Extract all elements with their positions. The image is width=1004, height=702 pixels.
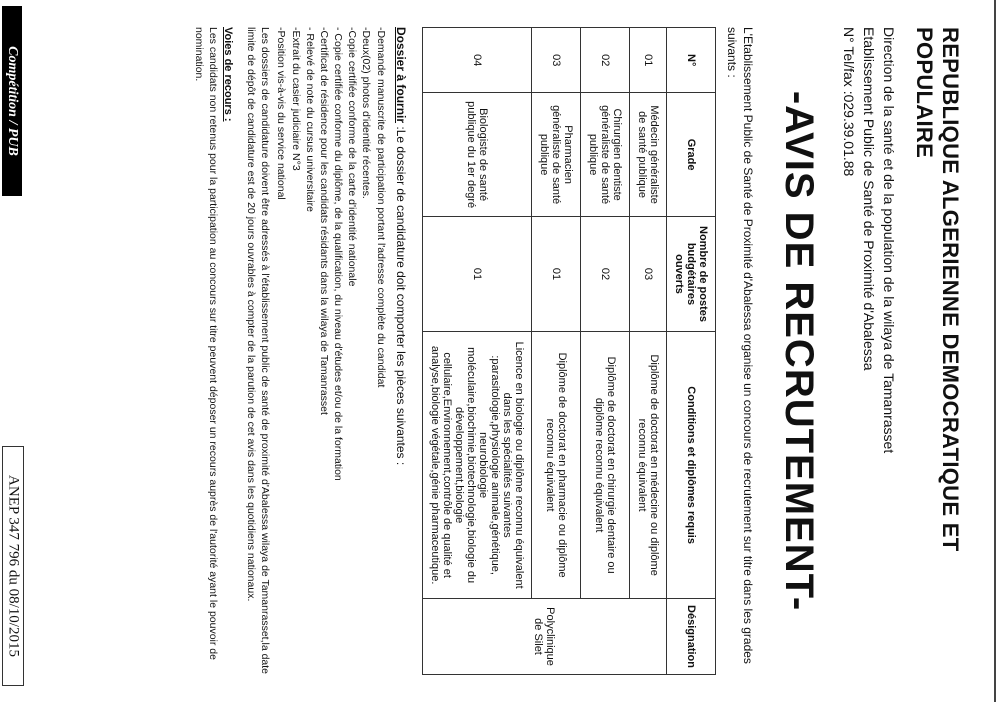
notice-title: -AVIS DE RECRUTEMENT- — [777, 90, 821, 612]
header-conditions: Conditions et diplômes requis — [666, 332, 715, 599]
list-item: -Certificat de résidence pour les candidats résidants dans la wilaya de Tamanrasset — [317, 27, 330, 415]
submission-note: Les dossiers de candidature doivent être adressés à l'établissement public de santé de proximité d'Abalessa wilaya de Tamanrasset,la date limite de dépôt de candidature est de 20 jours ouvrables à compter de la parution de cet avis dans les quotidiens nationaux. — [245, 27, 272, 675]
row-number: 01 — [629, 28, 666, 93]
left-margin-strip — [0, 0, 24, 702]
dossier-heading-text: :Le dossier de candidature doit comporter les pièces suivantes : — [393, 123, 408, 466]
required-documents-list — [274, 27, 387, 675]
row-designation: Polyclinique de Silet — [422, 599, 666, 675]
row-conditions: Diplôme de doctorat en pharmacie ou diplôme reconnu équivalent — [531, 332, 580, 599]
table-row — [422, 28, 531, 675]
list-item: -Deux(02) photos d'identité récentes. — [360, 27, 373, 199]
row-number: 03 — [531, 28, 580, 93]
right-margin — [994, 0, 1004, 702]
appeal-text: Les candidats non retenus pour la participation au concours sur titre peuvent déposer un recours auprès de l'autorité ayant le pouvoir de nomination. — [192, 27, 219, 660]
row-grade: Biologiste de santé publique du 1er degré — [422, 93, 531, 216]
right-border-line — [994, 0, 996, 702]
row-postes: 01 — [531, 216, 580, 331]
grades-table — [422, 27, 716, 675]
row-postes: 03 — [629, 216, 666, 331]
row-conditions: Diplôme de doctorat en médecine ou diplôme reconnu équivalent — [629, 332, 666, 599]
list-item: -Demande manuscrite de participation portant l'adresse complète du candidat — [374, 27, 387, 388]
table-header-row — [666, 28, 715, 675]
row-grade: Médecin généraliste de santé publique — [629, 93, 666, 216]
intro-paragraph: L'Etablissement Public de Santé de Proximité d'Abalessa organise un concours de recrutement sur titre dans les grades suivants : — [724, 27, 755, 664]
row-number: 04 — [422, 28, 531, 93]
category-label: Compétition / PUB — [5, 46, 20, 156]
direction-line: Direction de la santé et de la population de la wilaya de Tamanrasset — [881, 27, 897, 454]
row-postes: 02 — [580, 216, 629, 331]
anep-reference-box — [2, 446, 24, 686]
etablissement-line: Etablissement Public de Santé de Proximité d'Abalessa — [861, 27, 877, 371]
table-row — [580, 28, 629, 675]
phone-line: N° Tel/fax :029.39.01.88 — [841, 27, 857, 177]
republic-heading: REPUBLIQUE ALGERIENNE DEMOCRATIQUE ET POPULAIRE — [912, 27, 963, 552]
row-conditions: Diplôme de doctorat en chirurgie dentaire ou diplôme reconnu équivalent — [580, 332, 629, 599]
list-item: - Relevé de note du cursus universitaire — [303, 27, 316, 213]
dossier-heading-label: Dossier à fournir — [393, 27, 408, 124]
header-designation: Désignation — [666, 599, 715, 675]
appeal-heading — [222, 27, 234, 675]
list-item: -Copie certifiée conforme de la carte d'identité nationale — [346, 27, 359, 287]
recruitment-notice — [33, 11, 983, 691]
table-row — [629, 28, 666, 675]
row-grade: Chirurgien dentiste généraliste de santé publique — [580, 93, 629, 216]
row-number: 02 — [580, 28, 629, 93]
header-postes: Nombre de postes budgétaires ouverts — [666, 216, 715, 331]
row-postes: 01 — [422, 216, 531, 331]
list-item: -Position vis-à-vis du service national — [275, 27, 288, 200]
table-row — [531, 28, 580, 675]
list-item: -Extrait du casier judiciaire N°3 — [289, 27, 302, 171]
appeal-title: Voies de recours : — [221, 27, 234, 122]
dossier-heading — [394, 27, 408, 675]
header-n: N° — [666, 28, 715, 93]
header-grade: Grade — [666, 93, 715, 216]
document-frame — [26, 0, 990, 702]
category-label-box — [2, 6, 22, 196]
list-item: - Copie certifiée conforme du diplôme, de la qualification, du niveau d'études et/ou de la formation — [332, 27, 345, 481]
row-grade: Pharmacien généraliste de santé publique — [531, 93, 580, 216]
row-conditions: Licence en biologie ou diplôme reconnu équivalent dans les spécialités suivantes :parasitologie,physiologie animale,génétique, neurobiologie moléculaire,biochimie,biotechnologie,biologie du développement,biologie cellulaire,Environnement,contrôle de qualité et analyse,biologie végétale,génie pharmaceutique. — [422, 332, 531, 599]
anep-reference: ANEP 347 796 du 08/10/2015 — [5, 475, 22, 657]
